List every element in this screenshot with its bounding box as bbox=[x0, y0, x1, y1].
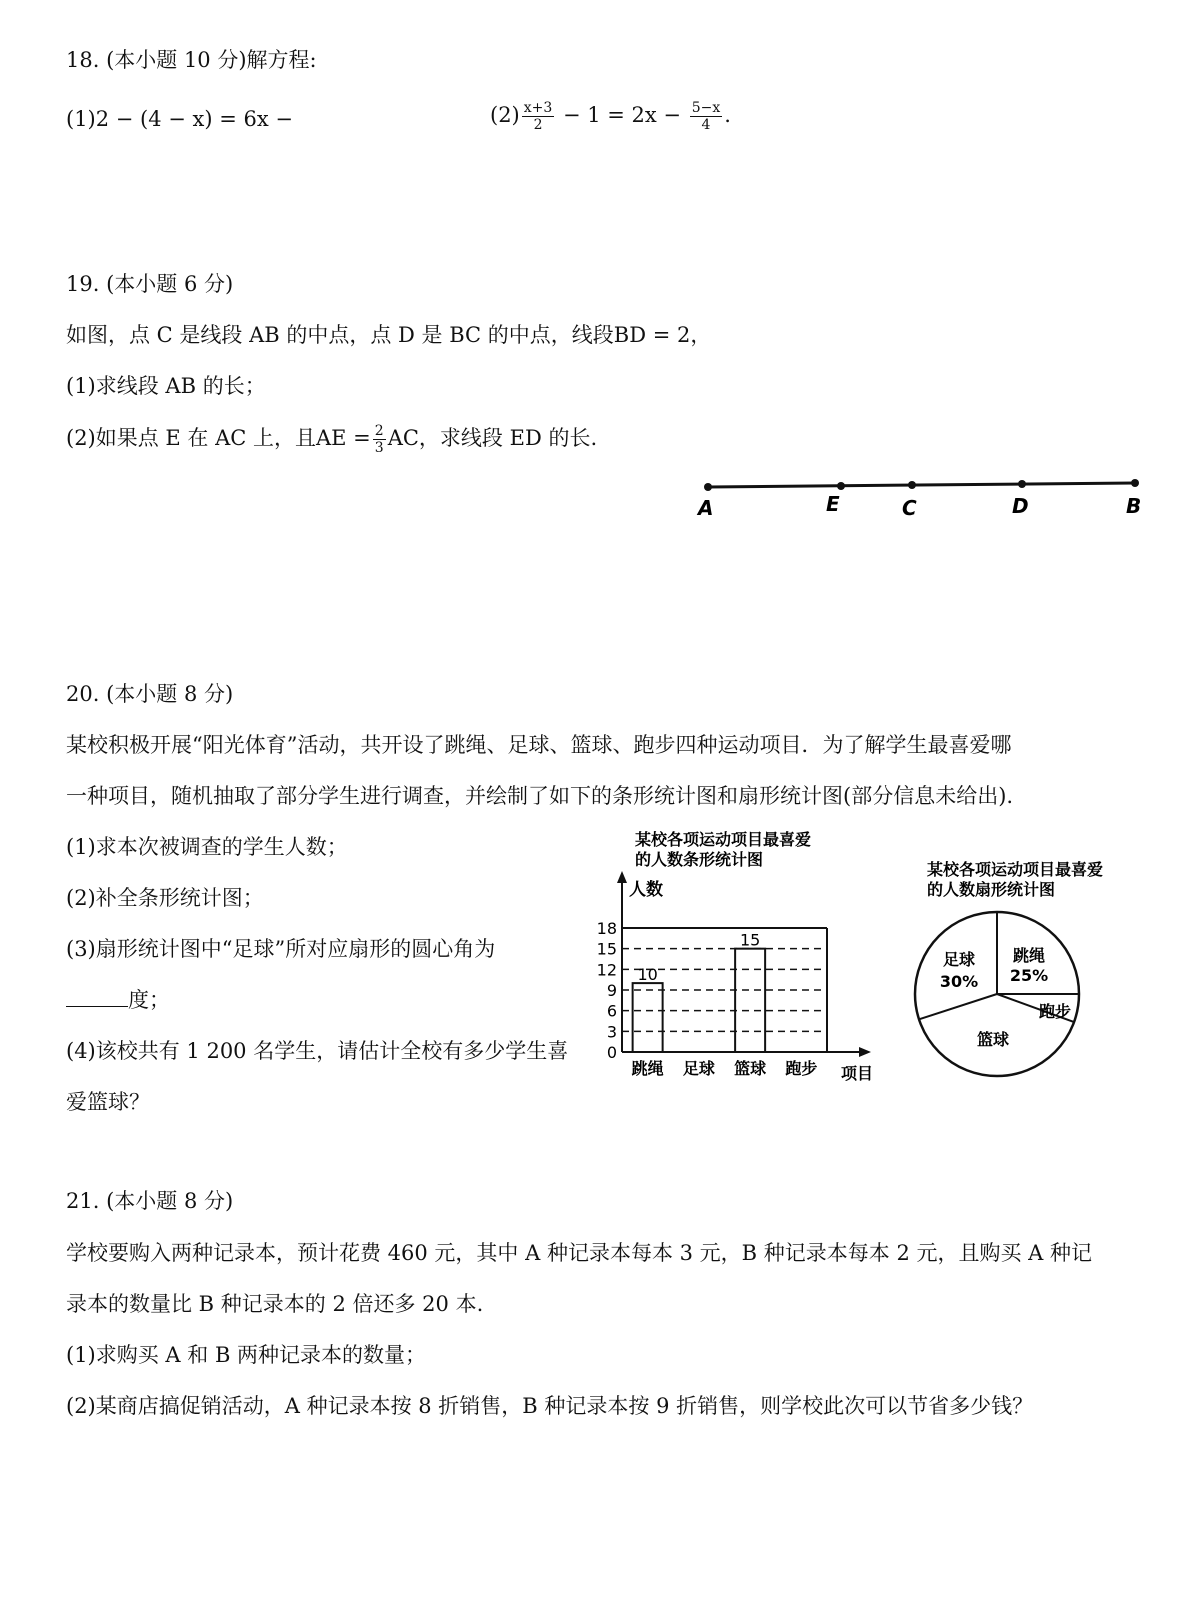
point-e-dot bbox=[837, 482, 845, 490]
point-b-label: B bbox=[1126, 494, 1142, 518]
q19-part2-a: (2)如果点 E 在 AC 上，且AE = bbox=[66, 426, 371, 450]
q18-part2 bbox=[490, 100, 731, 133]
pie-chart-title-line1: 某校各项运动项目最喜爱 bbox=[927, 860, 1104, 879]
q20-statement-line1: 某校积极开展“阳光体育”活动，共开设了跳绳、足球、篮球、跑步四种运动项目．为了解学生最喜爱哪 bbox=[66, 733, 1012, 757]
q21-statement-line2: 录本的数量比 B 种记录本的 2 倍还多 20 本. bbox=[66, 1292, 484, 1316]
q20-statement-line2: 一种项目，随机抽取了部分学生进行调查，并绘制了如下的条形统计图和扇形统计图(部分信息未给出). bbox=[66, 784, 1014, 808]
x-category-label: 跑步 bbox=[785, 1059, 818, 1078]
y-tick-label: 3 bbox=[606, 1022, 617, 1042]
y-tick-label: 12 bbox=[596, 960, 617, 980]
q19-part2 bbox=[66, 422, 597, 456]
y-tick-label: 18 bbox=[596, 919, 617, 938]
q20-title: 20. (本小题 8 分) bbox=[66, 682, 234, 706]
bar bbox=[735, 949, 765, 1052]
point-a-label: A bbox=[698, 496, 714, 520]
fraction-denominator: 2 bbox=[533, 117, 543, 133]
bar-chart-title-line2: 的人数条形统计图 bbox=[635, 850, 764, 869]
fraction-denominator: 4 bbox=[701, 117, 711, 133]
x-category-label: 足球 bbox=[682, 1059, 715, 1078]
x-category-label: 篮球 bbox=[734, 1059, 767, 1078]
q19-title: 19. (本小题 6 分) bbox=[66, 272, 234, 296]
pie-slice-name: 跳绳 bbox=[1012, 946, 1046, 965]
point-c-label: C bbox=[902, 496, 917, 520]
q18-part2-prefix: (2) bbox=[490, 103, 520, 127]
q19-statement: 如图，点 C 是线段 AB 的中点，点 D 是 BC 的中点，线段BD = 2， bbox=[66, 323, 712, 347]
y-tick-label: 6 bbox=[606, 1001, 617, 1021]
pie-slice-name: 篮球 bbox=[976, 1030, 1010, 1049]
q21-part2: (2)某商店搞促销活动，A 种记录本按 8 折销售，B 种记录本按 9 折销售，则学校此次可以节省多少钱？ bbox=[66, 1394, 1034, 1418]
q20-part3: (3)扇形统计图中“足球”所对应扇形的圆心角为 bbox=[66, 937, 496, 961]
q18-part2-end: . bbox=[724, 103, 731, 127]
q18-fraction-2 bbox=[690, 100, 723, 133]
pie-chart-title-line2: 的人数扇形统计图 bbox=[927, 880, 1056, 899]
bar-chart bbox=[595, 825, 895, 1095]
x-axis-arrow-icon bbox=[859, 1047, 871, 1057]
q18-fraction-1 bbox=[522, 100, 555, 133]
pie-slice-name: 跑步 bbox=[1038, 1002, 1072, 1021]
y-tick-label: 15 bbox=[596, 939, 617, 959]
q18-part1: (1)2 − (4 − x) = 6x − bbox=[66, 107, 294, 131]
pie-chart bbox=[905, 855, 1165, 1095]
point-b-dot bbox=[1131, 479, 1139, 487]
q20-part4-tail: 爱篮球？ bbox=[66, 1090, 150, 1114]
q20-part3-blank-line bbox=[66, 984, 170, 1014]
y-tick-label: 9 bbox=[606, 981, 617, 1000]
point-a-dot bbox=[704, 483, 712, 491]
bar-chart-ylabel: 人数 bbox=[629, 880, 663, 900]
bar-value-label: 15 bbox=[739, 930, 761, 950]
fraction-numerator: 2 bbox=[374, 423, 384, 439]
q18-part2-middle: − 1 = 2x − bbox=[556, 103, 688, 127]
y-tick-label: 0 bbox=[606, 1043, 617, 1062]
q20-part3-tail: 度； bbox=[128, 988, 170, 1012]
segment-line bbox=[708, 483, 1135, 487]
fraction-numerator: 5−x bbox=[691, 100, 721, 116]
answer-blank[interactable] bbox=[66, 988, 128, 1007]
bar-chart-xlabel: 项目 bbox=[841, 1064, 874, 1083]
point-e-label: E bbox=[826, 492, 840, 516]
bar bbox=[633, 983, 663, 1052]
fraction-denominator: 3 bbox=[374, 440, 384, 456]
bar-chart-title-line1: 某校各项运动项目最喜爱 bbox=[635, 830, 812, 849]
fraction-numerator: x+3 bbox=[523, 100, 553, 116]
q21-statement-line1: 学校要购入两种记录本，预计花费 460 元，其中 A 种记录本每本 3 元，B 种记录本每本 2 元，且购买 A 种记 bbox=[66, 1241, 1092, 1265]
q18-title: 18. (本小题 10 分)解方程: bbox=[66, 48, 317, 72]
q21-title: 21. (本小题 8 分) bbox=[66, 1189, 234, 1213]
q19-part1: (1)求线段 AB 的长； bbox=[66, 374, 266, 398]
pie-slice-boundary bbox=[919, 994, 997, 1019]
q20-part2: (2)补全条形统计图； bbox=[66, 886, 264, 910]
bar-value-label: 10 bbox=[637, 965, 658, 985]
pie-slice-name: 足球 bbox=[942, 950, 976, 969]
q19-fraction bbox=[373, 423, 386, 456]
q21-part1: (1)求购买 A 和 B 两种记录本的数量； bbox=[66, 1343, 427, 1367]
x-category-label: 跳绳 bbox=[631, 1059, 664, 1078]
segment-diagram bbox=[690, 470, 1160, 530]
point-d-label: D bbox=[1012, 494, 1029, 518]
pie-slice-percent: 25% bbox=[1009, 966, 1049, 985]
pie-slice-percent: 30% bbox=[939, 972, 979, 991]
q20-part4: (4)该校共有 1 200 名学生，请估计全校有多少学生喜 bbox=[66, 1039, 569, 1063]
y-axis-arrow-icon bbox=[617, 871, 627, 883]
q20-part1: (1)求本次被调查的学生人数； bbox=[66, 835, 348, 859]
point-d-dot bbox=[1018, 480, 1026, 488]
q19-part2-b: AC，求线段 ED 的长. bbox=[387, 426, 598, 450]
point-c-dot bbox=[908, 481, 916, 489]
